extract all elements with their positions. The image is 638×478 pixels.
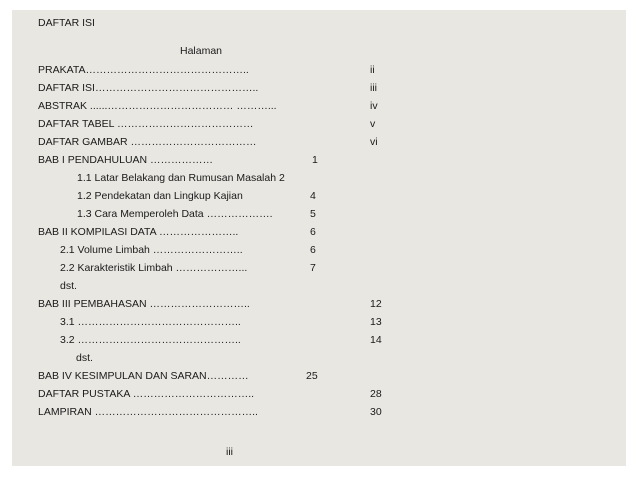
toc-entry-text: dst. bbox=[60, 280, 77, 292]
toc-entry-text: 3.2 ……………………………………….. bbox=[60, 334, 241, 346]
document-page bbox=[12, 10, 626, 466]
toc-entry-page: vi bbox=[370, 136, 378, 148]
toc-entry-text: BAB I PENDAHULUAN ……………… bbox=[38, 154, 214, 166]
toc-entry-text: 2.2 Karakteristik Limbah ………………... bbox=[60, 262, 248, 274]
toc-entry-page: ii bbox=[370, 64, 375, 76]
toc-entry-page: 4 bbox=[310, 190, 316, 202]
footer-page-number: iii bbox=[226, 446, 233, 458]
toc-entry-page: iii bbox=[370, 82, 377, 94]
toc-entry-text: PRAKATA……………………………………….. bbox=[38, 64, 249, 76]
toc-entry-page: v bbox=[370, 118, 376, 130]
toc-entry-page: 30 bbox=[370, 406, 382, 418]
toc-entry-page: 12 bbox=[370, 298, 382, 310]
toc-entry-page: 25 bbox=[306, 370, 318, 382]
toc-entry-text: DAFTAR GAMBAR ……………………………… bbox=[38, 136, 257, 148]
toc-entry-page: 6 bbox=[310, 226, 316, 238]
toc-entry-text: 2.1 Volume Limbah …………………….. bbox=[60, 244, 243, 256]
toc-entry-text: LAMPIRAN ……………………………………….. bbox=[38, 406, 258, 418]
toc-entry-text: 1.2 Pendekatan dan Lingkup Kajian bbox=[77, 190, 243, 202]
toc-entry-text: BAB II KOMPILASI DATA ………………….. bbox=[38, 226, 239, 238]
toc-entry-text: ABSTRAK ......……………………………… ………... bbox=[38, 100, 277, 112]
toc-entry-text: 3.1 ……………………………………….. bbox=[60, 316, 241, 328]
toc-entry-page: 14 bbox=[370, 334, 382, 346]
toc-entry-page: 6 bbox=[310, 244, 316, 256]
toc-entry-text: BAB III PEMBAHASAN ……………………….. bbox=[38, 298, 250, 310]
toc-entry-text: BAB IV KESIMPULAN DAN SARAN………… bbox=[38, 370, 249, 382]
toc-entry-text: DAFTAR TABEL ………………………………… bbox=[38, 118, 254, 130]
toc-entry-page: 1 bbox=[312, 154, 318, 166]
toc-entry-text: dst. bbox=[76, 352, 93, 364]
toc-entry-page: 7 bbox=[310, 262, 316, 274]
toc-entry-text: 1.3 Cara Memperoleh Data ………………. bbox=[77, 208, 273, 220]
toc-heading: DAFTAR ISI bbox=[38, 17, 95, 29]
toc-entry-text: 1.1 Latar Belakang dan Rumusan Masalah 2 bbox=[77, 172, 285, 184]
toc-entry-page: iv bbox=[370, 100, 378, 112]
toc-entry-page: 13 bbox=[370, 316, 382, 328]
page-column-label: Halaman bbox=[180, 45, 223, 57]
toc-entry-page: 28 bbox=[370, 388, 382, 400]
toc-entry-text: DAFTAR ISI……………………………………….. bbox=[38, 82, 259, 94]
toc-entry-page: 5 bbox=[310, 208, 316, 220]
toc-entry-text: DAFTAR PUSTAKA …………………………….. bbox=[38, 388, 255, 400]
